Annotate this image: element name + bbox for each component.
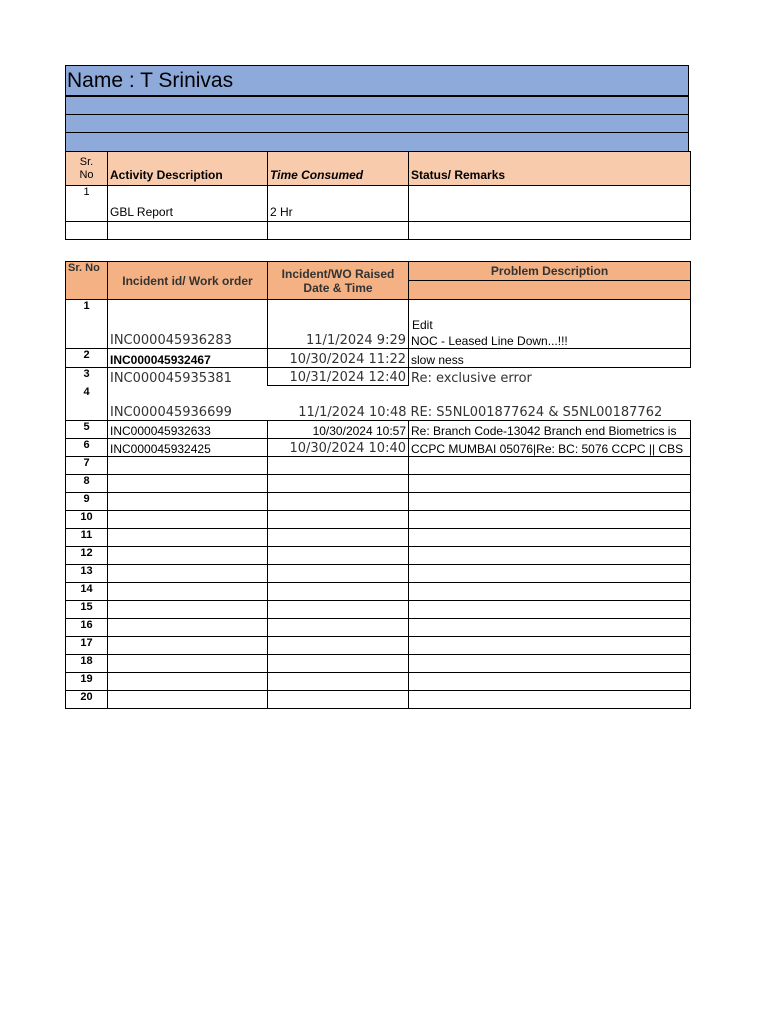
activity-row-empty[interactable] [66, 222, 691, 240]
incident-id-cell[interactable] [108, 601, 268, 619]
incident-id-cell[interactable] [108, 493, 268, 511]
incident-row[interactable] [66, 368, 691, 386]
incident-date-cell[interactable] [268, 601, 409, 619]
incident-date-cell[interactable] [268, 421, 409, 439]
incident-date-cell[interactable] [268, 565, 409, 583]
incident-date-cell[interactable] [268, 475, 409, 493]
incident-id-cell[interactable] [108, 421, 268, 439]
incident-id-cell[interactable] [108, 368, 268, 386]
incident-id-cell[interactable] [108, 655, 268, 673]
incident-row[interactable] [66, 421, 691, 439]
incident-desc-cell[interactable] [409, 637, 691, 655]
incident-id-cell[interactable] [108, 547, 268, 565]
incident-row-no: 4 [66, 386, 108, 421]
incident-date-cell[interactable] [268, 457, 409, 475]
incident-desc-cell[interactable] [409, 529, 691, 547]
incident-id-cell[interactable] [108, 457, 268, 475]
incidents-table [65, 261, 691, 709]
incident-date-cell[interactable] [268, 673, 409, 691]
incident-row-no: 3 [66, 368, 108, 386]
incident-id[interactable]: INC000045932633 [110, 424, 211, 438]
incident-row[interactable] [66, 673, 691, 691]
activity-row-desc[interactable]: GBL Report [108, 186, 268, 222]
incident-row[interactable] [66, 439, 691, 457]
incident-desc: RE: S5NL001877624 & S5NL00187762 [410, 405, 663, 420]
incident-date-cell[interactable] [268, 368, 409, 386]
incident-row-no: 12 [66, 547, 108, 565]
incident-desc-cell[interactable] [409, 547, 691, 565]
incident-date-cell[interactable] [268, 655, 409, 673]
incident-row[interactable] [66, 637, 691, 655]
incident-desc-cell[interactable] [409, 493, 691, 511]
incident-row[interactable] [66, 457, 691, 475]
incident-id[interactable]: INC000045932425 [110, 442, 211, 456]
incident-id-cell[interactable] [108, 619, 268, 637]
incident-desc: NOC - Leased Line Down...!!! [411, 334, 568, 348]
incident-desc-cell[interactable] [409, 691, 691, 709]
incident-desc-cell[interactable] [409, 439, 691, 457]
incident-row-no: 5 [66, 421, 108, 439]
incident-desc: Re: Branch Code-13042 Branch end Biometrics is [411, 424, 677, 438]
activity-row[interactable] [66, 186, 691, 222]
incident-date: 10/31/2024 12:40 [289, 370, 406, 385]
activity-row-status[interactable] [409, 186, 691, 222]
incident-date-cell[interactable] [268, 300, 409, 349]
activity-col-time: Time Consumed [268, 152, 409, 186]
incident-date-cell[interactable] [268, 386, 409, 421]
incident-row-no: 14 [66, 583, 108, 601]
incident-row-no: 15 [66, 601, 108, 619]
incident-desc-cell[interactable] [409, 386, 691, 421]
incident-row[interactable] [66, 529, 691, 547]
incident-desc-cell[interactable] [409, 619, 691, 637]
incident-date-cell[interactable] [268, 511, 409, 529]
activity-col-status: Status/ Remarks [409, 152, 691, 186]
activity-row-no: 1 [66, 186, 108, 222]
incident-date-cell[interactable] [268, 439, 409, 457]
incident-desc-cell[interactable] [409, 457, 691, 475]
incident-date-cell[interactable] [268, 349, 409, 368]
incident-row-no: 16 [66, 619, 108, 637]
incident-row-no: 2 [66, 349, 108, 368]
empty-cell [409, 222, 691, 240]
incidents-col-problem: Problem Description [409, 262, 691, 281]
incident-row[interactable] [66, 475, 691, 493]
incident-id-cell[interactable] [108, 565, 268, 583]
incident-id-cell[interactable] [108, 511, 268, 529]
incident-row-no: 20 [66, 691, 108, 709]
incident-desc-cell[interactable] [409, 475, 691, 493]
incident-row-no: 11 [66, 529, 108, 547]
activity-col-srno: Sr. No [66, 152, 108, 186]
incident-desc-cell[interactable] [409, 421, 691, 439]
activity-header-row [66, 152, 691, 186]
incident-desc: Re: exclusive error [411, 370, 532, 386]
incident-row-no: 7 [66, 457, 108, 475]
incident-row-no: 13 [66, 565, 108, 583]
incident-row[interactable] [66, 349, 691, 368]
incident-desc-cell[interactable] [409, 349, 691, 368]
incidents-header-row [66, 262, 691, 281]
incident-row[interactable] [66, 565, 691, 583]
activity-col-description: Activity Description [108, 152, 268, 186]
header-band-3 [65, 132, 689, 152]
incident-desc-cell[interactable] [409, 601, 691, 619]
incident-id[interactable]: INC000045935381 [110, 370, 232, 386]
incident-row[interactable] [66, 619, 691, 637]
incident-row[interactable] [66, 493, 691, 511]
incident-date-cell[interactable] [268, 619, 409, 637]
incident-desc: CCPC MUMBAI 05076|Re: BC: 5076 CCPC || CBS [411, 442, 684, 456]
incident-date: 11/1/2024 10:48 [298, 405, 407, 420]
incident-row-no: 18 [66, 655, 108, 673]
incident-id-cell[interactable] [108, 386, 268, 421]
header-band-1 [65, 96, 689, 115]
incident-id-cell[interactable] [108, 349, 268, 368]
incident-id-cell[interactable] [108, 475, 268, 493]
incident-id-cell[interactable] [108, 583, 268, 601]
incident-row-no: 19 [66, 673, 108, 691]
edit-label[interactable]: Edit [412, 318, 433, 332]
incidents-col-date: Incident/WO Raised Date & Time [268, 262, 409, 300]
incident-date-cell[interactable] [268, 691, 409, 709]
incident-desc-cell[interactable] [409, 565, 691, 583]
activity-table [65, 151, 691, 240]
empty-cell [66, 222, 108, 240]
incident-row-no: 9 [66, 493, 108, 511]
incident-id-cell[interactable] [108, 439, 268, 457]
incident-desc-cell[interactable] [409, 673, 691, 691]
employee-name-header: Name : T Srinivas [65, 65, 689, 96]
incident-date: 11/1/2024 9:29 [306, 333, 406, 348]
incident-row[interactable] [66, 386, 691, 421]
incident-row[interactable] [66, 655, 691, 673]
incident-desc-cell[interactable] [409, 300, 691, 349]
incident-desc-cell[interactable] [409, 368, 691, 386]
incident-row-no: 1 [66, 300, 108, 349]
header-band-2 [65, 114, 689, 133]
incident-date: 10/30/2024 10:57 [312, 424, 406, 438]
incidents-col-srno: Sr. No [66, 262, 108, 300]
incident-desc: slow ness [411, 353, 464, 367]
incident-desc-cell[interactable] [409, 583, 691, 601]
incident-id[interactable]: INC000045936283 [110, 333, 232, 348]
incident-id[interactable]: INC000045932467 [110, 353, 211, 367]
empty-cell [108, 222, 268, 240]
incident-row[interactable] [66, 300, 691, 349]
problem-subheader-cell [409, 281, 691, 300]
incident-row-no: 10 [66, 511, 108, 529]
incident-date-cell[interactable] [268, 529, 409, 547]
incident-id-cell[interactable] [108, 673, 268, 691]
incident-id-cell[interactable] [108, 529, 268, 547]
incident-date-cell[interactable] [268, 493, 409, 511]
incident-id-cell[interactable] [108, 637, 268, 655]
incident-row-no: 6 [66, 439, 108, 457]
incident-date-cell[interactable] [268, 547, 409, 565]
incident-date: 10/30/2024 11:22 [289, 352, 406, 367]
incident-row-no: 8 [66, 475, 108, 493]
incident-row[interactable] [66, 547, 691, 565]
incident-desc-cell[interactable] [409, 655, 691, 673]
empty-cell [268, 222, 409, 240]
incidents-col-id: Incident id/ Work order [108, 262, 268, 300]
incident-id-cell[interactable] [108, 691, 268, 709]
incident-row[interactable] [66, 691, 691, 709]
incident-row-no: 17 [66, 637, 108, 655]
activity-row-time[interactable]: 2 Hr [268, 186, 409, 222]
incident-id-cell[interactable] [108, 300, 268, 349]
incident-row[interactable] [66, 511, 691, 529]
incident-row[interactable] [66, 601, 691, 619]
incident-desc-cell[interactable] [409, 511, 691, 529]
incident-date: 10/30/2024 10:40 [289, 441, 406, 456]
incident-row[interactable] [66, 583, 691, 601]
incident-id[interactable]: INC000045936699 [110, 405, 232, 420]
incident-date-cell[interactable] [268, 637, 409, 655]
incident-date-cell[interactable] [268, 583, 409, 601]
